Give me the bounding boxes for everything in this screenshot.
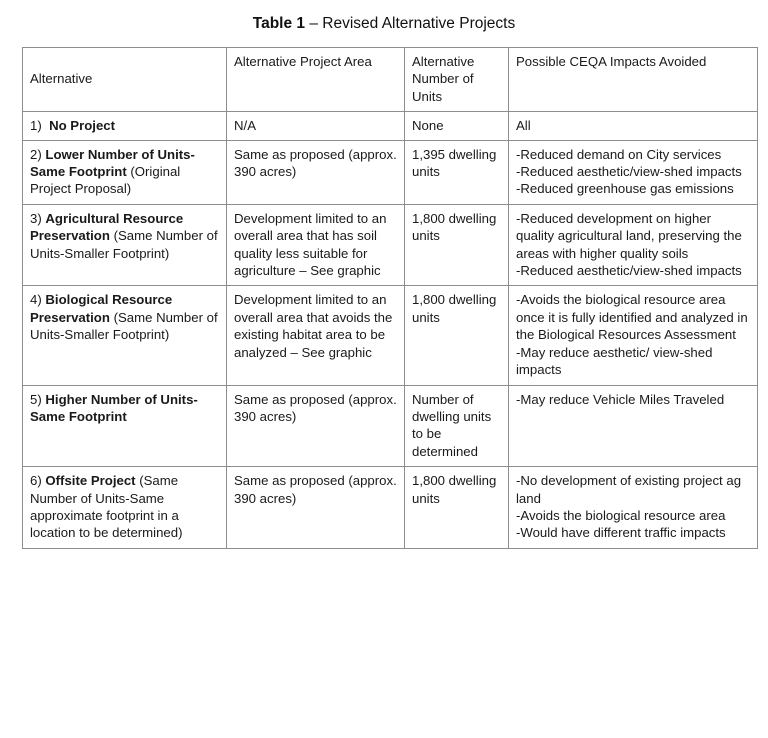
table-row [23,385,758,467]
cell-possible-ceqa-impacts-avoided [509,467,758,549]
cell-alternative-number-of-units: None [405,112,509,140]
alternative-name: Agricultural Resource Preservation [30,210,184,244]
column-header-alternative: Alternative [23,48,227,112]
cell-alternative-project-area: Same as proposed (approx. 390 acres) [227,385,405,467]
cell-alternative-number-of-units: 1,800 dwelling units [405,204,509,286]
cell-possible-ceqa-impacts-avoided [509,204,758,286]
impact-line: -Reduced aesthetic/view-shed impacts [516,164,742,180]
table-row [23,467,758,549]
cell-alternative-number-of-units: 1,395 dwelling units [405,140,509,204]
cell-alternative [23,286,227,385]
column-header-alternative-number-of-units: Alternative Number of Units [405,48,509,112]
table-row [23,140,758,204]
table-container [22,47,757,549]
cell-alternative-number-of-units: 1,800 dwelling units [405,467,509,549]
alternative-name: Higher Number of Units-Same Footprint [30,391,198,424]
impact-line: -May reduce aesthetic/ view-shed impacts [516,344,713,378]
table-header [23,48,758,112]
impact-line: -Avoids the biological resource area once it is fully identified and analyzed in the Biological Resources Assessment [516,292,748,343]
impact-line: -Reduced greenhouse gas emissions [516,181,734,197]
table-body [23,112,758,549]
cell-alternative [23,112,227,140]
impact-line: -May reduce Vehicle Miles Traveled [516,391,725,407]
alternative-number: 5) [30,391,42,407]
cell-alternative-project-area: Same as proposed (approx. 390 acres) [227,467,405,549]
column-header-possible-ceqa-impacts-avoided: Possible CEQA Impacts Avoided [509,48,758,112]
cell-possible-ceqa-impacts-avoided [509,286,758,385]
impact-line: -Reduced demand on City services [516,146,722,162]
table-row [23,112,758,140]
cell-alternative-number-of-units: 1,800 dwelling units [405,286,509,385]
alternative-number: 3) [30,210,42,226]
impact-line: -Reduced aesthetic/view-shed impacts [516,263,742,279]
cell-alternative-project-area: N/A [227,112,405,140]
alternative-number: 1) [30,118,42,134]
alternative-name: Biological Resource Preservation [30,292,173,325]
alternative-name: Offsite Project [45,473,136,489]
alternative-name: No Project [49,118,116,134]
table-title-description: – Revised Alternative Projects [305,15,516,32]
alternative-note: (Original Project Proposal) [30,164,181,197]
alternative-name: Lower Number of Units-Same Footprint [30,146,195,180]
table-title-label: Table 1 [252,15,306,32]
cell-alternative-project-area: Development limited to an overall area that avoids the existing habitat area to be analyzed – See graphic [227,286,405,385]
impact-line: -Reduced development on higher quality agricultural land, preserving the areas with higher quality soils [516,210,742,261]
impact-line: -Avoids the biological resource area [516,507,726,523]
impact-line: -Would have different traffic impacts [516,525,726,541]
alternative-note: (Same Number of Units-Smaller Footprint) [30,228,218,261]
cell-alternative [23,204,227,286]
alternative-number: 4) [30,292,42,308]
table-row [23,286,758,385]
cell-possible-ceqa-impacts-avoided [509,385,758,467]
alternative-number: 6) [30,473,42,489]
alternative-note: (Same Number of Units-Same approximate footprint in a location to be determined) [30,473,183,541]
cell-alternative [23,140,227,204]
cell-alternative-project-area: Development limited to an overall area that has soil quality less suitable for agriculture – See graphic [227,204,405,286]
alternative-note: (Same Number of Units-Smaller Footprint) [30,309,218,343]
column-header-alternative-project-area: Alternative Project Area [227,48,405,112]
cell-alternative-number-of-units: Number of dwelling units to be determined [405,385,509,467]
cell-alternative [23,467,227,549]
alternatives-table [22,47,758,549]
cell-alternative [23,385,227,467]
cell-alternative-project-area: Same as proposed (approx. 390 acres) [227,140,405,204]
cell-possible-ceqa-impacts-avoided [509,140,758,204]
table-row [23,204,758,286]
impact-line: -No development of existing project ag land [516,473,742,506]
cell-possible-ceqa-impacts-avoided [509,112,758,140]
alternative-number: 2) [30,146,42,162]
impact-line: All [516,118,531,134]
page-title [0,14,768,34]
table-header-row [23,48,758,112]
